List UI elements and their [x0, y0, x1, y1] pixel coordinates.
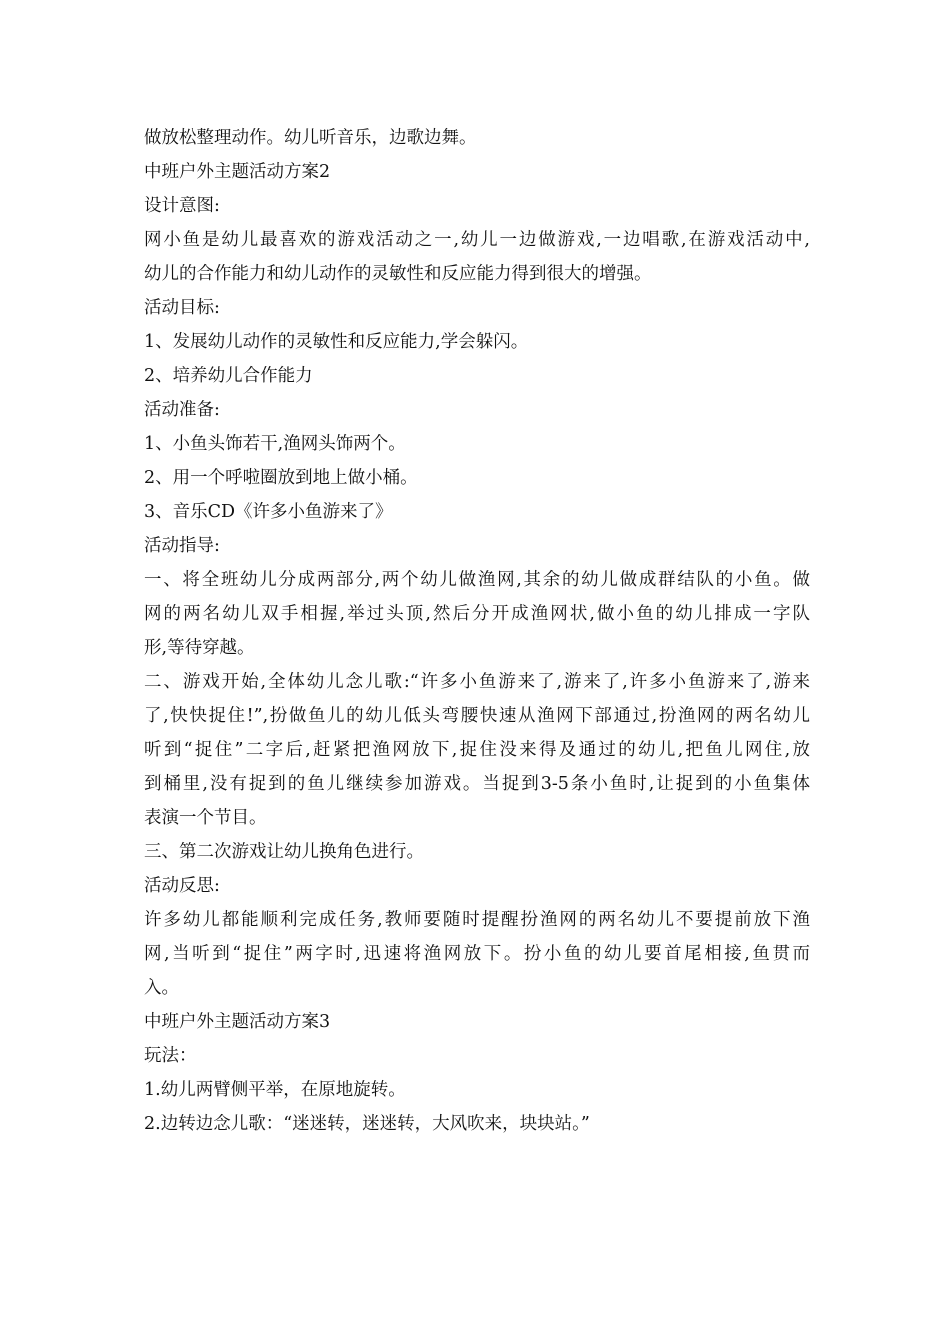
text-line: 1、发展幼儿动作的灵敏性和反应能力,学会躲闪。	[144, 332, 529, 352]
text-line: 1、小鱼头饰若干,渔网头饰两个。	[144, 434, 406, 454]
text-line: 听到“捉住”二字后,赶紧把渔网放下,捉住没来得及通过的幼儿,把鱼儿网住,放	[144, 740, 810, 760]
text-line: 三、第二次游戏让幼儿换角色进行。	[144, 842, 424, 862]
text-line: 玩法：	[144, 1046, 197, 1066]
text-line: 幼儿的合作能力和幼儿动作的灵敏性和反应能力得到很大的增强。	[144, 264, 652, 284]
text-line: 活动指导:	[144, 536, 220, 556]
text-line: 做放松整理动作。幼儿听音乐，边歌边舞。	[144, 128, 477, 148]
text-line: 二、游戏开始,全体幼儿念儿歌:“许多小鱼游来了,游来了,许多小鱼游来了,游来	[144, 672, 810, 692]
text-line: 网小鱼是幼儿最喜欢的游戏活动之一,幼儿一边做游戏,一边唱歌,在游戏活动中,	[144, 230, 810, 250]
text-line: 了,快快捉住!”,扮做鱼儿的幼儿低头弯腰快速从渔网下部通过,扮渔网的两名幼儿	[144, 706, 810, 726]
text-line: 活动目标:	[144, 298, 220, 318]
text-line: 许多幼儿都能顺利完成任务,教师要随时提醒扮渔网的两名幼儿不要提前放下渔	[144, 910, 810, 930]
text-line: 活动准备:	[144, 400, 220, 420]
text-line: 网的两名幼儿双手相握,举过头顶,然后分开成渔网状,做小鱼的幼儿排成一字队	[144, 604, 810, 624]
text-line: 3、音乐CD《许多小鱼游来了》	[144, 502, 393, 522]
text-line: 设计意图:	[144, 196, 220, 216]
document-page	[144, 121, 810, 1141]
text-line: 活动反思:	[144, 876, 220, 896]
text-line: 2、用一个呼啦圈放到地上做小桶。	[144, 468, 418, 488]
text-line: 网,当听到“捉住”两字时,迅速将渔网放下。扮小鱼的幼儿要首尾相接,鱼贯而	[144, 944, 810, 964]
text-line: 入。	[144, 978, 179, 998]
text-line: 中班户外主题活动方案2	[144, 162, 331, 182]
text-line: 2.边转边念儿歌：“迷迷转，迷迷转，大风吹来，块块站。”	[144, 1114, 590, 1134]
text-line: 2、培养幼儿合作能力	[144, 366, 313, 386]
text-line: 形,等待穿越。	[144, 638, 255, 658]
text-line: 一、将全班幼儿分成两部分,两个幼儿做渔网,其余的幼儿做成群结队的小鱼。做	[144, 570, 810, 590]
text-line: 到桶里,没有捉到的鱼儿继续参加游戏。当捉到3-5条小鱼时,让捉到的小鱼集体	[144, 774, 810, 794]
text-line: 中班户外主题活动方案3	[144, 1012, 331, 1032]
text-line: 表演一个节目。	[144, 808, 267, 828]
text-line: 1.幼儿两臂侧平举，在原地旋转。	[144, 1080, 406, 1100]
